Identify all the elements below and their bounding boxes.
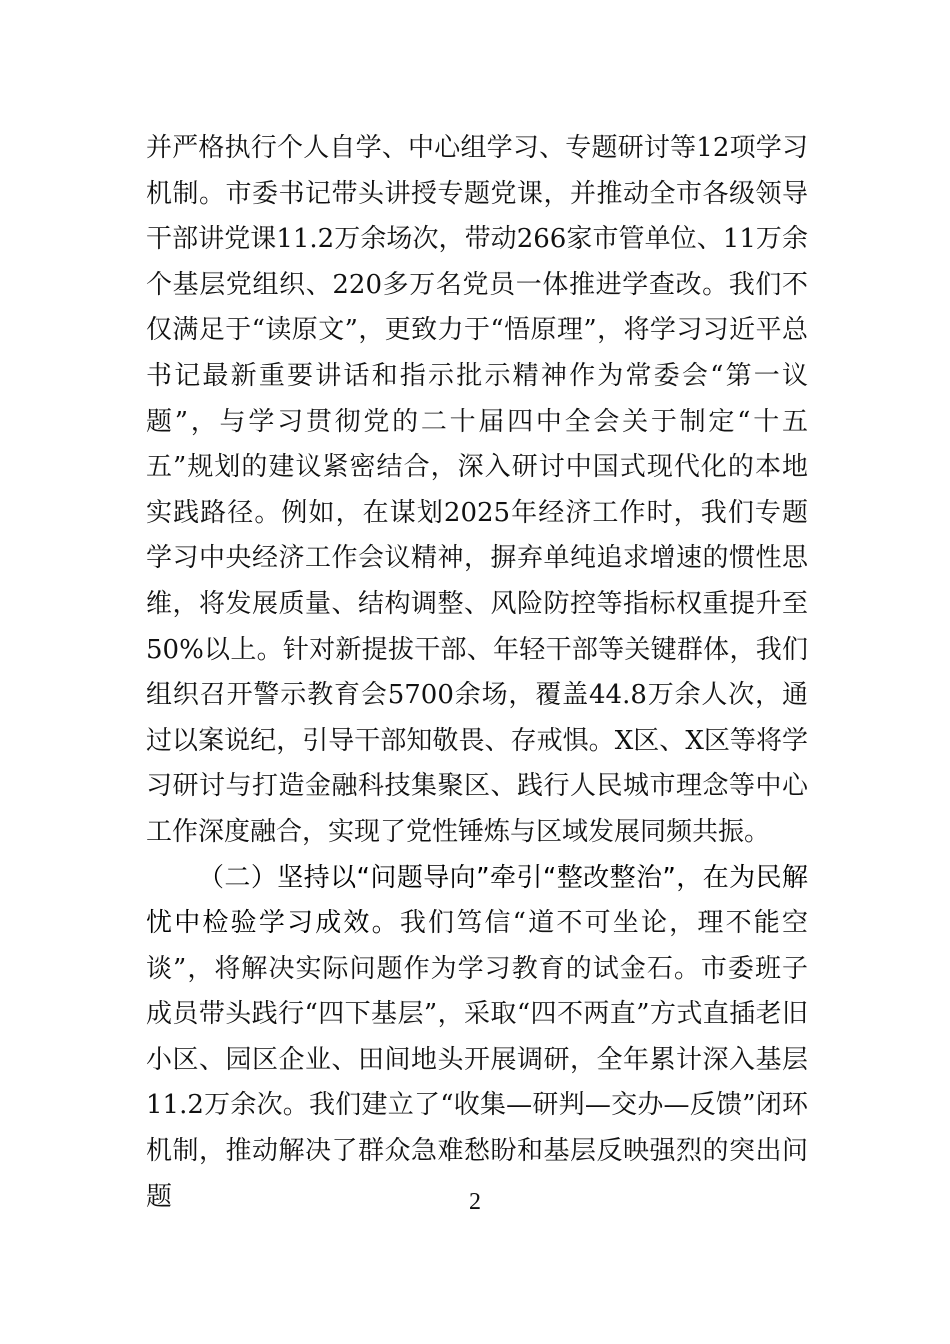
page-number: 2 (469, 1189, 481, 1215)
section-heading-2: （二）坚持以“问题导向”牵引“整改整治”，在为民解忧中检验学习成效。 (146, 862, 808, 939)
paragraph-2 (146, 856, 808, 1221)
paragraph-2-text: 我们笃信“道不可坐论，理不能空谈”，将解决实际问题作为学习教育的试金石。市委班子成员带头践行“四下基层”，采取“四不两直”方式直插老旧小区、园区企业、田间地头开展调研，全年累计深入基层11.2万余次。我们建立了“收集—研判—交办—反馈”闭环机制，推动解决了群众急难愁盼和基层反映强烈的突出问题 (146, 908, 808, 1212)
paragraph-1 (146, 126, 808, 856)
document-body (146, 126, 808, 1220)
paragraph-1-text: 并严格执行个人自学、中心组学习、专题研讨等12项学习机制。市委书记带头讲授专题党课，并推动全市各级领导干部讲党课11.2万余场次，带动266家市管单位、11万余个基层党组织、220多万名党员一体推进学查改。我们不仅满足于“读原文”，更致力于“悟原理”，将学习习近平总书记最新重要讲话和指示批示精神作为常委会“第一议题”，与学习贯彻党的二十届四中全会关于制定“十五五”规划的建议紧密结合，深入研讨中国式现代化的本地实践路径。例如，在谋划2025年经济工作时，我们专题学习中央经济工作会议精神，摒弃单纯追求增速的惯性思维，将发展质量、结构调整、风险防控等指标权重提升至50%以上。针对新提拔干部、年轻干部等关键群体，我们组织召开警示教育会5700余场，覆盖44.8万余人次，通过以案说纪，引导干部知敬畏、存戒惧。X区、X区等将学习研讨与打造金融科技集聚区、践行人民城市理念等中心工作深度融合，实现了党性锤炼与区域发展同频共振。 (146, 133, 808, 847)
